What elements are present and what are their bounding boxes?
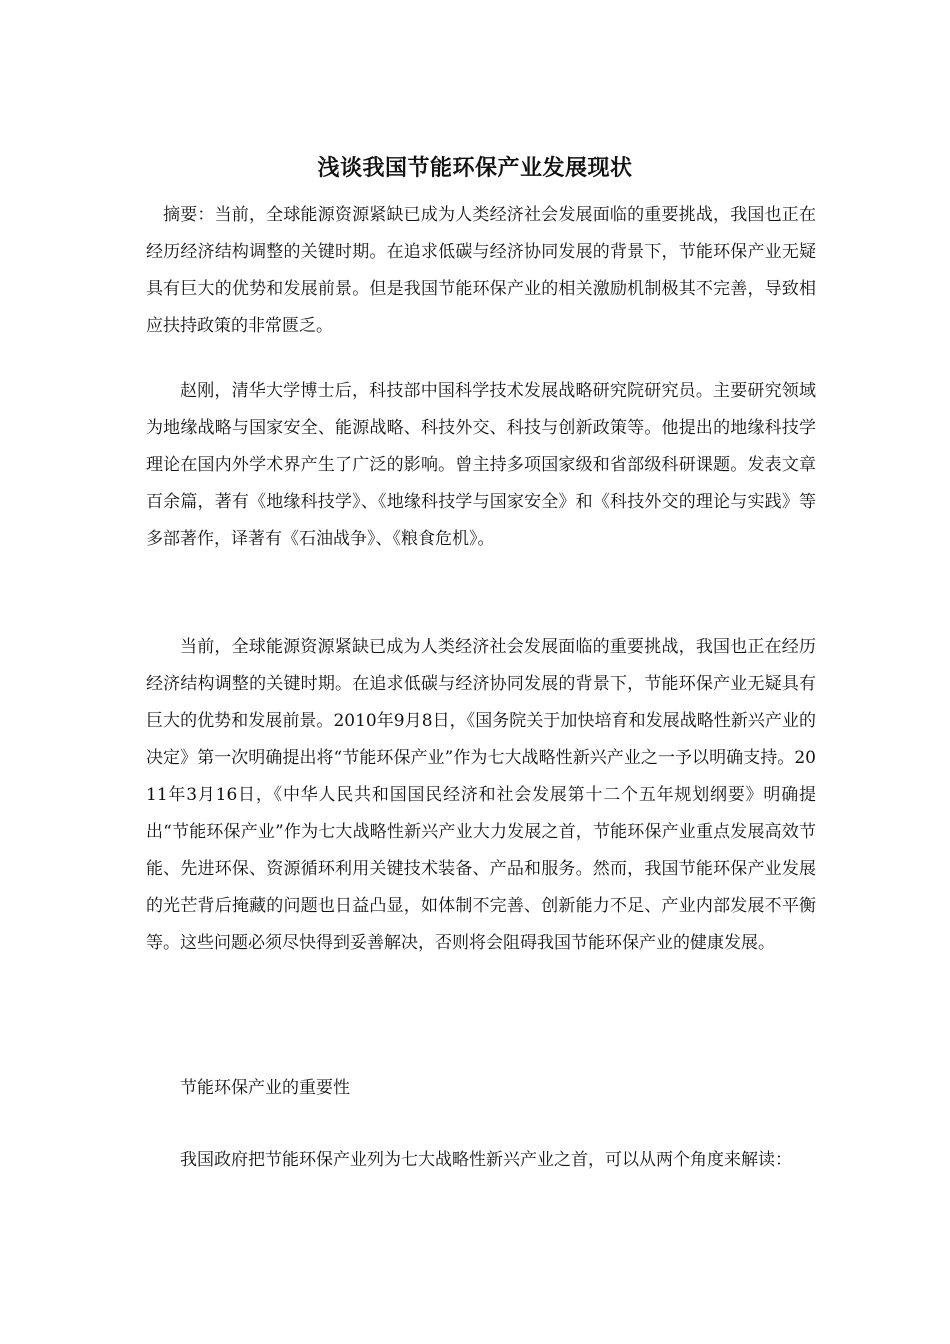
document-title: 浅谈我国节能环保产业发展现状 [317, 155, 633, 181]
author-bio-paragraph: 赵刚，清华大学博士后，科技部中国科学技术发展战略研究院研究员。主要研究领域为地缘战略与国家安全、能源战略、科技外交、科技与创新政策等。他提出的地缘科技学理论在国内外学术界产生了广泛的影响。曾主持多项国家级和省部级科研课题。发表文章百余篇，著有《地缘科技学》、《地缘科技学与国家安全》和《科技外交的理论与实践》等多部著作，译著有《石油战争》、《粮食危机》。 [146, 381, 816, 549]
section-heading: 节能环保产业的重要性 [180, 1078, 350, 1098]
body-paragraph: 我国政府把节能环保产业列为七大战略性新兴产业之首，可以从两个角度来解读： [180, 1150, 792, 1170]
abstract-paragraph: 摘要：当前，全球能源资源紧缺已成为人类经济社会发展面临的重要挑战，我国也正在经历经济结构调整的关键时期。在追求低碳与经济协同发展的背景下，节能环保产业无疑具有巨大的优势和发展前景。但是我国节能环保产业的相关激励机制极其不完善，导致相应扶持政策的非常匮乏。 [146, 205, 816, 336]
introduction-paragraph: 当前，全球能源资源紧缺已成为人类经济社会发展面临的重要挑战，我国也正在经历经济结构调整的关键时期。在追求低碳与经济协同发展的背景下，节能环保产业无疑具有巨大的优势和发展前景。2010年9月8日，《国务院关于加快培育和发展战略性新兴产业的决定》第一次明确提出将“节能环保产业”作为七大战略性新兴产业之一予以明确支持。2011年3月16日，《中华人民共和国国民经济和社会发展第十二个五年规划纲要》明确提出“节能环保产业”作为七大战略性新兴产业大力发展之首，节能环保产业重点发展高效节能、先进环保、资源循环利用关键技术装备、产品和服务。然而，我国节能环保产业发展的光芒背后掩藏的问题也日益凸显，如体制不完善、创新能力不足、产业内部发展不平衡等。这些问题必须尽快得到妥善解决，否则将会阻碍我国节能环保产业的健康发展。 [146, 637, 816, 953]
